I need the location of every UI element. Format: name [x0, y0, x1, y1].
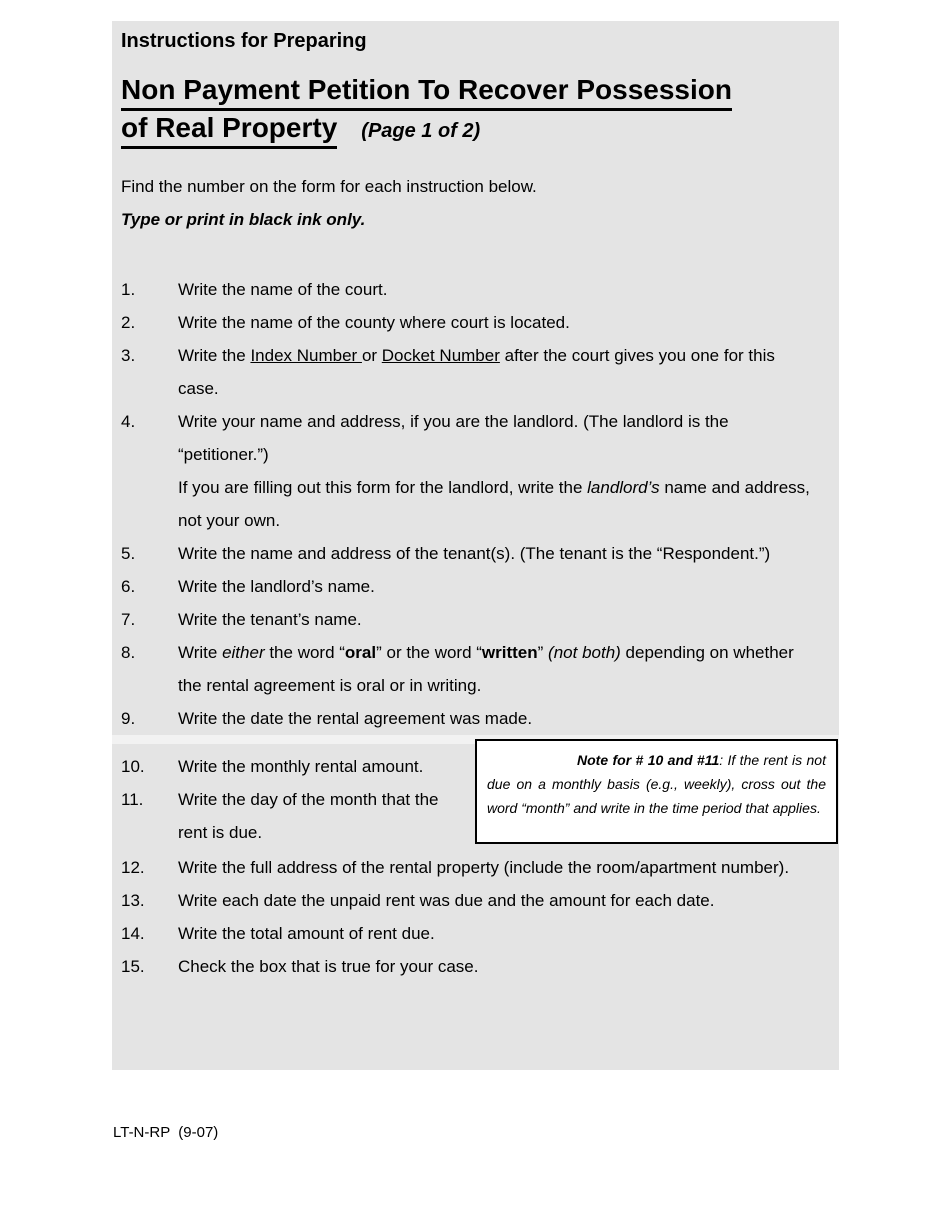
text-segment: ”	[537, 643, 549, 662]
item-text	[178, 783, 468, 849]
text-segment: ” or the word “	[376, 643, 482, 662]
list-item	[121, 702, 839, 735]
item-paragraph	[178, 306, 810, 339]
text-segment: the word “	[264, 643, 345, 662]
intro-line: Find the number on the form for each instruction below.	[121, 177, 537, 196]
item-number: 12.	[121, 858, 145, 877]
item-text	[178, 405, 810, 537]
item-number: 4.	[121, 412, 136, 431]
item-number: 6.	[121, 577, 136, 596]
list-item	[121, 851, 839, 884]
list-item	[121, 603, 839, 636]
item-text	[178, 273, 810, 306]
item-number: 11.	[121, 790, 144, 809]
title-line-1: Non Payment Petition To Recover Possession	[121, 73, 732, 111]
text-segment: oral	[344, 643, 377, 662]
item-text	[178, 603, 810, 636]
text-segment: depending on whether the rental agreement is oral or in writing.	[178, 643, 794, 695]
item-number: 8.	[121, 643, 136, 662]
item-text	[178, 917, 810, 950]
item-paragraph	[178, 339, 810, 405]
ink-instruction: Type or print in black ink only.	[121, 210, 366, 229]
text-segment: Write the day of the month that the rent is due.	[178, 790, 439, 842]
item-paragraph	[178, 783, 468, 849]
list-item	[121, 884, 839, 917]
item-number: 15.	[121, 957, 145, 976]
item-text	[178, 702, 810, 735]
item-number: 7.	[121, 610, 136, 629]
item-text	[178, 851, 810, 884]
item-number: 10.	[121, 757, 145, 776]
list-item	[121, 950, 839, 983]
list-item	[121, 570, 839, 603]
item-number: 14.	[121, 924, 145, 943]
list-item	[121, 339, 839, 405]
instructions-panel	[112, 21, 839, 1070]
item-text	[178, 750, 468, 783]
item-paragraph	[178, 273, 810, 306]
text-segment: written	[481, 643, 538, 662]
item-number: 13.	[121, 891, 145, 910]
text-segment: If you are filling out this form for the landlord, write the	[178, 478, 588, 497]
item-number: 9.	[121, 709, 136, 728]
item-paragraph	[178, 471, 810, 537]
item-paragraph	[178, 537, 810, 570]
text-segment: Write the landlord’s name.	[178, 577, 375, 596]
text-segment: Write the	[178, 346, 251, 365]
item-number: 3.	[121, 346, 136, 365]
list-item	[121, 405, 839, 537]
item-paragraph	[178, 917, 810, 950]
item-paragraph	[178, 750, 468, 783]
text-segment: Check the box that is true for your case.	[178, 957, 479, 976]
text-segment: Write the name and address of the tenant(s). (The tenant is the “Respondent.”)	[178, 544, 771, 563]
text-segment: Write	[178, 643, 223, 662]
list-item	[121, 306, 839, 339]
text-segment: Write the total amount of rent due.	[178, 924, 435, 943]
item-text	[178, 950, 810, 983]
note-body: : If the rent is not due on a monthly basis (e.g., weekly), cross out the word “month” and write in the time period that applies.	[487, 752, 826, 816]
text-segment: Docket Number	[381, 346, 500, 365]
item-text	[178, 884, 810, 917]
text-segment: Write the tenant’s name.	[178, 610, 362, 629]
item-number: 2.	[121, 313, 136, 332]
text-segment: name and address, not your own.	[178, 478, 810, 530]
item-number: 1.	[121, 280, 136, 299]
text-segment: Write each date the unpaid rent was due and the amount for each date.	[178, 891, 715, 910]
item-text	[178, 537, 810, 570]
note-text	[477, 741, 836, 820]
item-paragraph	[178, 603, 810, 636]
item-text	[178, 306, 810, 339]
list-item	[121, 537, 839, 570]
note-box	[475, 739, 838, 844]
text-segment: Index Number	[250, 346, 362, 365]
text-segment: (not both)	[548, 643, 621, 662]
text-segment: after the court gives you one for this case.	[178, 346, 775, 398]
document-title	[121, 73, 839, 149]
text-segment: Write the full address of the rental property (include the room/apartment number).	[178, 858, 790, 877]
note-title: Note for # 10 and #11	[577, 752, 720, 768]
list-item	[121, 917, 839, 950]
item-paragraph	[178, 636, 810, 702]
text-segment: either	[222, 643, 265, 662]
text-segment: Write the name of the county where court is located.	[178, 313, 570, 332]
item-paragraph	[178, 851, 810, 884]
item-text	[178, 570, 810, 603]
item-paragraph	[178, 950, 810, 983]
text-segment: Write your name and address, if you are the landlord. (The landlord is the “petitioner.”)	[178, 412, 729, 464]
instruction-list-1	[121, 273, 839, 735]
text-segment: Write the date the rental agreement was made.	[178, 709, 533, 728]
text-segment: Write the name of the court.	[178, 280, 388, 299]
list-item	[121, 273, 839, 306]
form-code: LT-N-RP (9-07)	[113, 1124, 219, 1141]
item-number: 5.	[121, 544, 136, 563]
instruction-list-3	[121, 851, 839, 983]
item-paragraph	[178, 405, 810, 471]
document-kicker: Instructions for Preparing	[121, 30, 367, 52]
item-paragraph	[178, 570, 810, 603]
item-paragraph	[178, 884, 810, 917]
title-line-2: of Real Property	[121, 111, 337, 149]
page-indicator: (Page 1 of 2)	[361, 120, 481, 142]
item-paragraph	[178, 702, 810, 735]
text-segment: landlord’s	[587, 478, 660, 497]
text-segment: or	[361, 346, 382, 365]
instruction-section-with-note	[121, 744, 839, 849]
item-text	[178, 636, 810, 702]
text-segment: Write the monthly rental amount.	[178, 757, 424, 776]
list-item	[121, 636, 839, 702]
item-text	[178, 339, 810, 405]
